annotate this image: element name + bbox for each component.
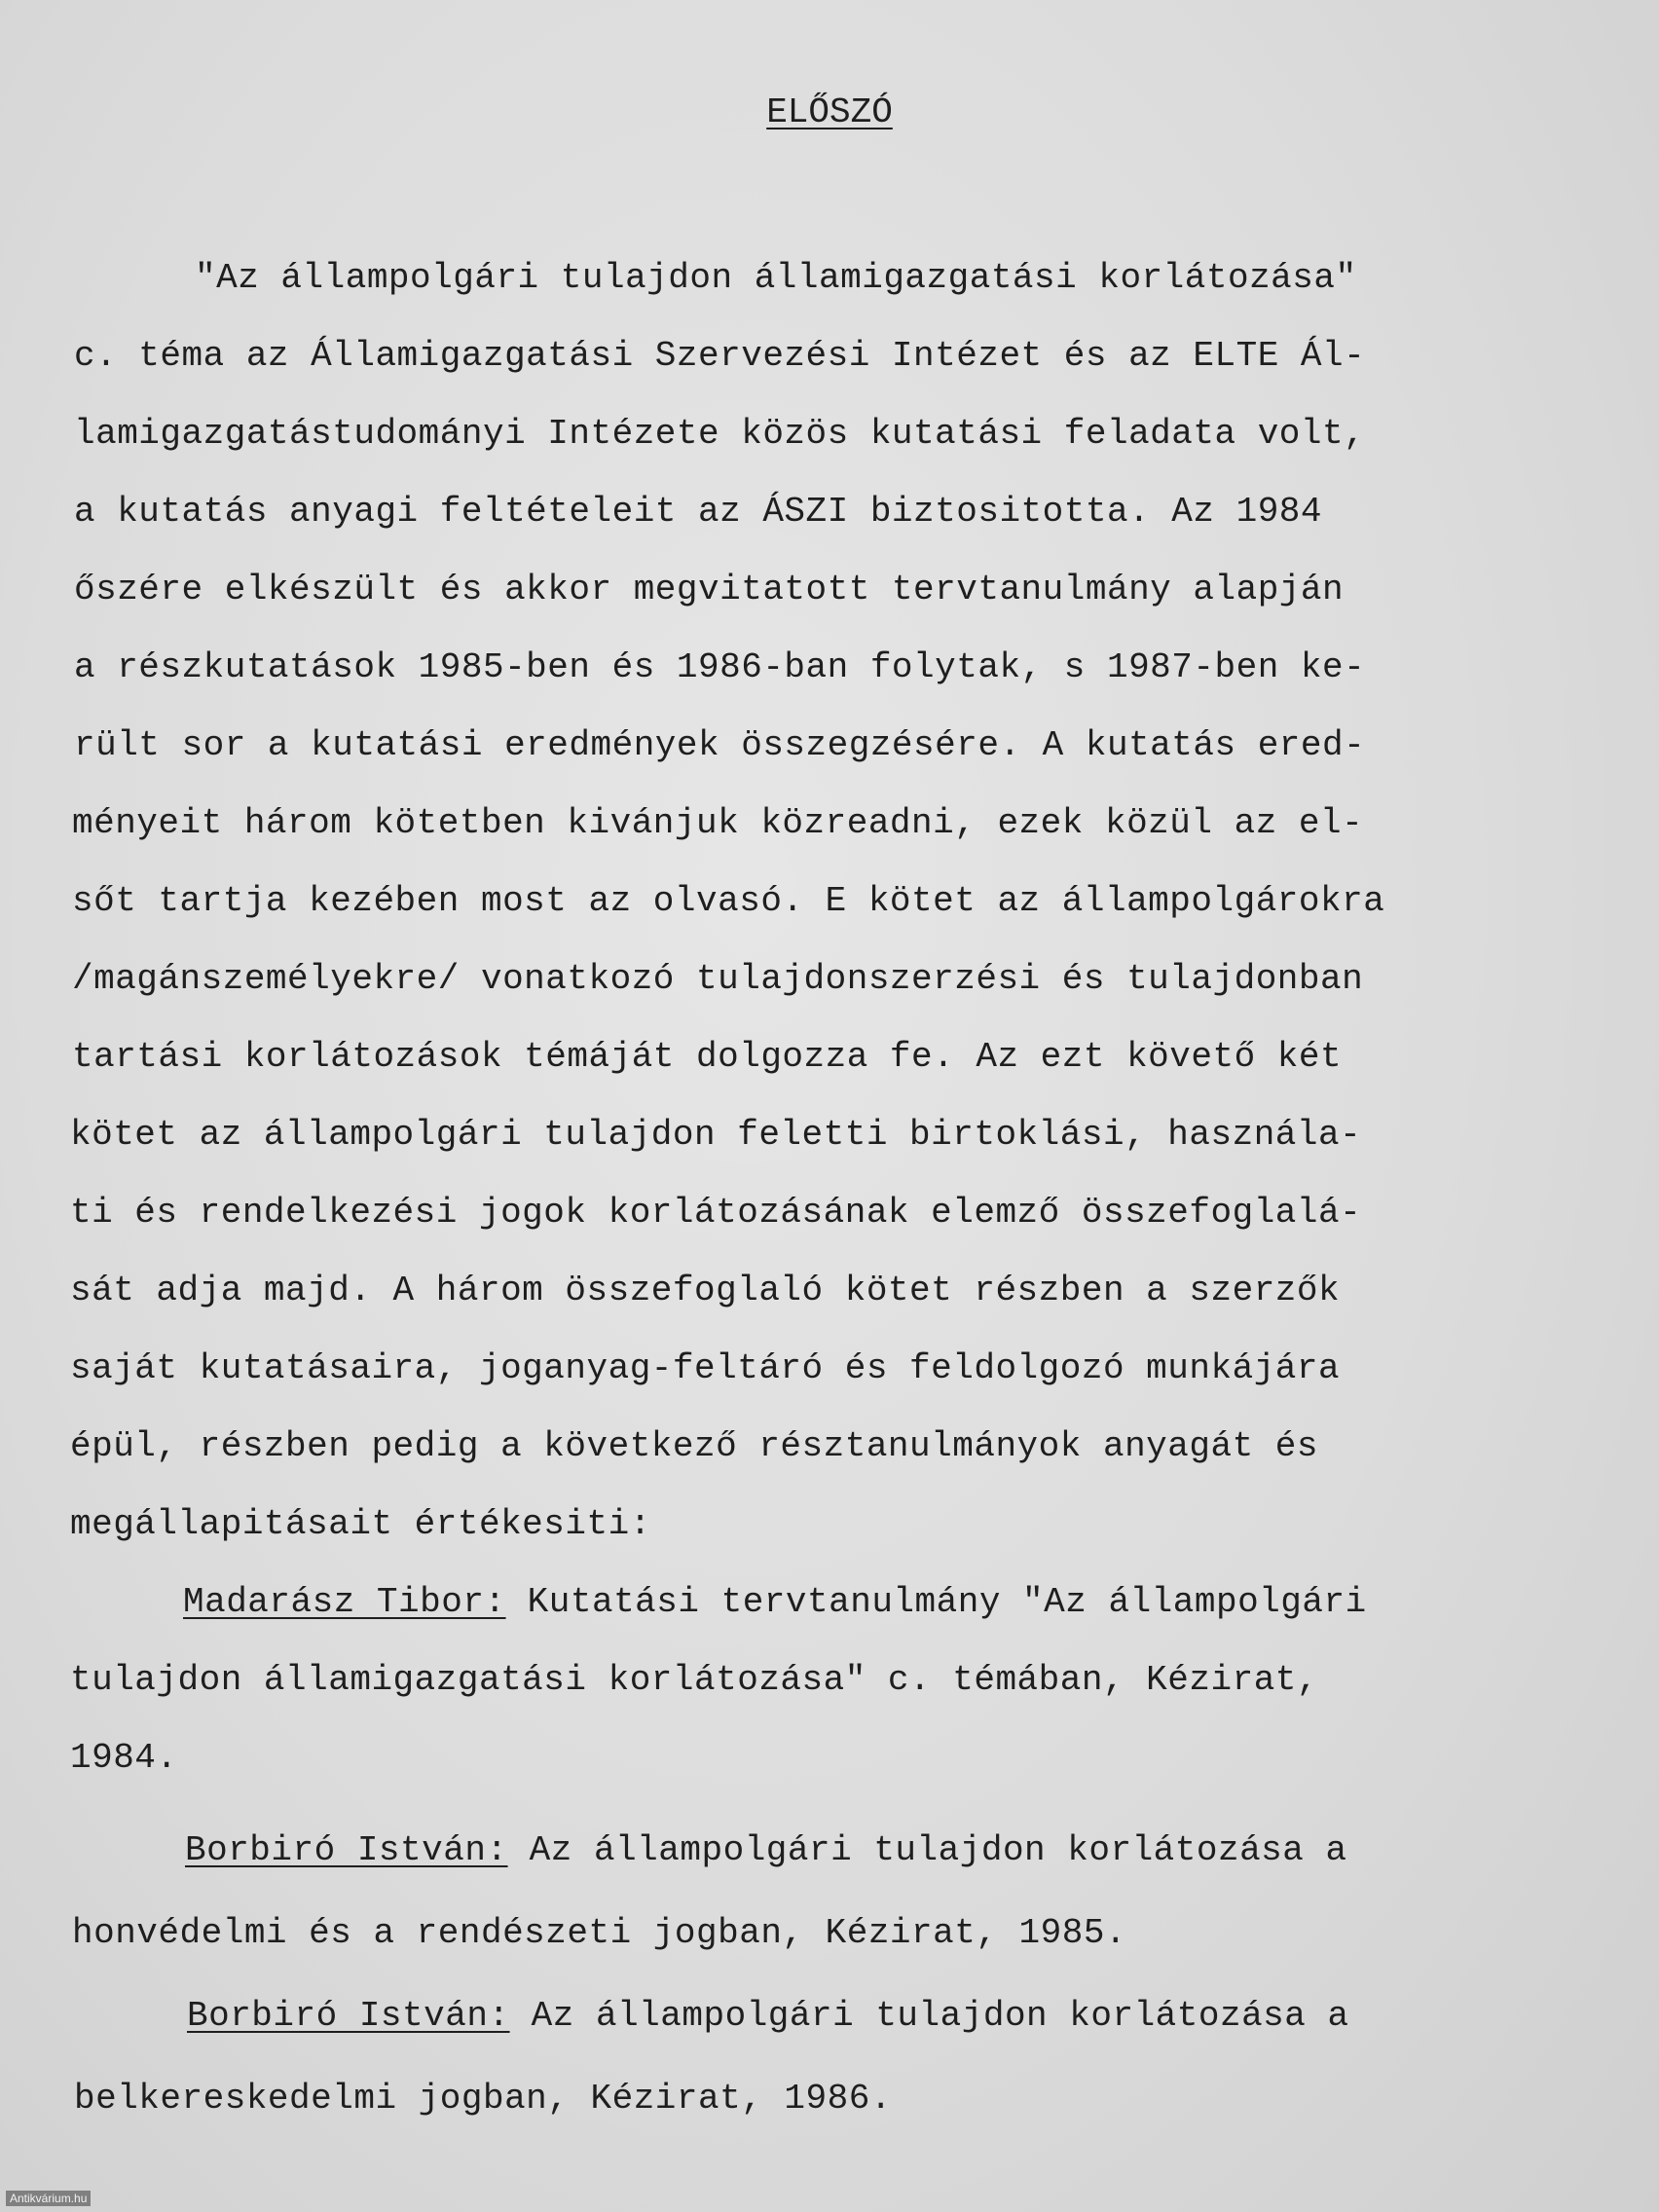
paragraph-line: megállapitásait értékesiti: [70,1504,651,1544]
page-title: ELŐSZÓ [766,92,893,132]
reference-line: honvédelmi és a rendészeti jogban, Kézirat, 1985. [72,1913,1127,1953]
paragraph-line: "Az állampolgári tulajdon államigazgatási korlátozása" [195,258,1357,298]
paragraph-line: tartási korlátozások témáját dolgozza fe. Az ezt követő két [72,1037,1343,1077]
paragraph-line: c. téma az Államigazgatási Szervezési Intézet és az ELTE Ál- [74,336,1366,376]
paragraph-line: /magánszemélyekre/ vonatkozó tulajdonszerzési és tulajdonban [72,959,1364,999]
reference-title: Kutatási tervtanulmány "Az állampolgári [505,1582,1367,1622]
reference-title: Az állampolgári tulajdon korlátozása a [509,1996,1349,2036]
reference-entry [185,1830,1347,1870]
reference-entry [183,1582,1367,1622]
reference-line: tulajdon államigazgatási korlátozása" c. témában, Kézirat, [70,1660,1319,1700]
paragraph-line: kötet az állampolgári tulajdon feletti birtoklási, használa- [70,1115,1362,1155]
paragraph-line: őszére elkészült és akkor megvitatott tervtanulmány alapján [74,570,1345,609]
paragraph-line: lamigazgatástudományi Intézete közös kutatási feladata volt, [74,414,1366,454]
reference-author: Borbiró István: [185,1830,508,1870]
paragraph-line: ti és rendelkezési jogok korlátozásának elemző összefoglalá- [70,1193,1362,1233]
paragraph-line: saját kutatásaira, joganyag-feltáró és feldolgozó munkájára [70,1348,1341,1388]
paragraph-line: sát adja majd. A három összefoglaló kötet részben a szerzők [70,1271,1341,1310]
reference-line: 1984. [70,1738,178,1778]
reference-title: Az állampolgári tulajdon korlátozása a [507,1830,1347,1870]
reference-entry [187,1996,1349,2036]
paragraph-line: ményeit három kötetben kivánjuk közreadni, ezek közül az el- [72,803,1364,843]
paragraph-line: épül, részben pedig a következő résztanulmányok anyagát és [70,1426,1319,1466]
reference-line: belkereskedelmi jogban, Kézirat, 1986. [74,2079,892,2119]
paragraph-line: a kutatás anyagi feltételeit az ÁSZI biztositotta. Az 1984 [74,492,1323,532]
paragraph-line: sőt tartja kezében most az olvasó. E kötet az állampolgárokra [72,881,1385,921]
reference-author: Madarász Tibor: [183,1582,506,1622]
watermark: Antikvárium.hu [6,2191,91,2206]
reference-author: Borbiró István: [187,1996,510,2036]
paragraph-line: a részkutatások 1985-ben és 1986-ban folytak, s 1987-ben ke- [74,647,1366,687]
paragraph-line: rült sor a kutatási eredmények összegzésére. A kutatás ered- [74,725,1366,765]
